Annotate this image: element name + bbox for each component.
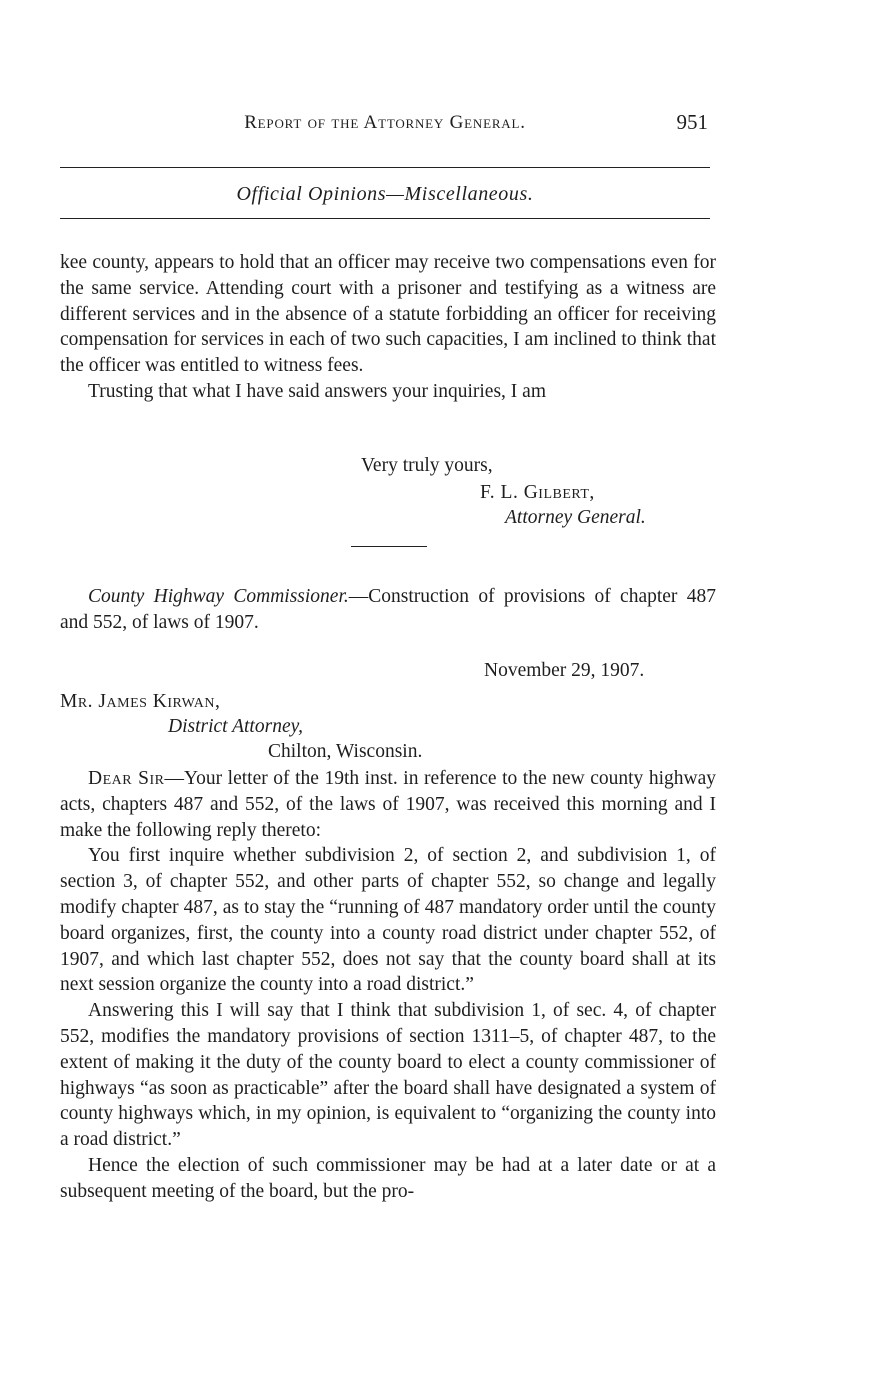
running-head: [60, 112, 710, 142]
section-divider: [351, 546, 427, 547]
valediction: Very truly yours,: [361, 455, 493, 476]
opening-paragraph: kee county, appears to hold that an officer may receive two compensations even for the same service. Attending court with a prisoner and testifying as a witness are different services and in the absence of a statute forbidding an officer for receiving compensation for services in each of two such capacities, I am inclined to think that the officer was entitled to witness fees.: [60, 252, 716, 377]
header-rule-bottom: [60, 218, 710, 219]
addressee-place: Chilton, Wisconsin.: [268, 741, 423, 762]
page-number: 951: [676, 110, 708, 134]
letter-paragraph-3: Answering this I will say that I think that subdivision 1, of sec. 4, of chapter 552, modifies the mandatory provisions of section 1311–5, of chapter 487, to the extent of making it the duty of the county board to elect a county commissioner of highways “as soon as practicable” after the board shall have designated a system of county highways which, in my opinion, is equivalent to “organizing the county into a road district.”: [60, 1000, 716, 1151]
letter-date: November 29, 1907.: [484, 660, 645, 681]
header-rule-top: [60, 167, 710, 168]
opening-block: [60, 250, 716, 405]
topic-title: County Highway Commissioner.: [88, 586, 349, 607]
signatory-name: F. L. Gilbert,: [480, 482, 595, 503]
letter-paragraph-1: Dear Sir—Your letter of the 19th inst. in reference to the new county highway acts, chapters 487 and 552, of the laws of 1907, was received this morning and I make the following reply thereto:: [60, 768, 716, 841]
addressee-name: Mr. James Kirwan,: [60, 691, 221, 712]
salutation: Dear Sir: [88, 768, 165, 789]
signatory-title: Attorney General.: [505, 507, 646, 528]
trusting-paragraph: Trusting that what I have said answers your inquiries, I am: [88, 380, 546, 402]
letter-paragraph-4: Hence the election of such commissioner may be had at a later date or at a subsequent meeting of the board, but the pro-: [60, 1154, 716, 1202]
letter-body: [60, 766, 716, 1205]
topic-description: —Construction of provisions of chapter 487 and 552, of laws of 1907.: [60, 586, 716, 633]
addressee-title: District Attorney,: [168, 716, 304, 737]
section-heading: Official Opinions—Miscellaneous.: [236, 183, 534, 205]
opinion-topic: [60, 584, 716, 636]
running-title: Report of the Attorney General.: [244, 112, 526, 133]
letter-paragraph-2: You first inquire whether subdivision 2, of section 2, and subdivision 1, of section 3, of chapter 552, and other parts of chapter 552, so change and legally modify chapter 487, as to stay the “running of 487 mandatory order until the county board organizes, first, the county into a county road district under chapter 552, of 1907, and which last chapter 552, does not say that the county board shall at its next session organize the county into a road district.”: [60, 845, 716, 996]
